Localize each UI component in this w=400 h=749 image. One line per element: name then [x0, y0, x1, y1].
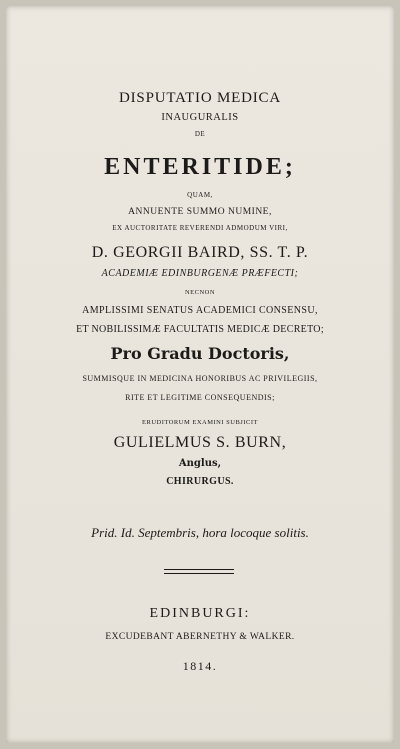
title-page: [6, 6, 394, 743]
line-chirurgus: CHIRURGUS.: [166, 476, 234, 487]
date-line: Prid. Id. Septembris, hora locoque solitis.: [91, 525, 309, 540]
line-pro-gradu: Pro Gradu Doctoris,: [110, 344, 290, 363]
divider-rule-top: [164, 569, 234, 570]
imprint-printer: EXCUDEBANT ABERNETHY & WALKER.: [105, 632, 295, 642]
imprint-year: 1814.: [182, 659, 218, 673]
main-title: ENTERITIDE;: [104, 154, 296, 180]
line-necnon: NECNON: [184, 289, 216, 296]
divider-rule-bottom: [164, 573, 234, 574]
line-anglus: Anglus,: [178, 458, 222, 469]
author-name: GULIELMUS S. BURN,: [113, 434, 287, 451]
imprint-city: EDINBURGI:: [149, 606, 251, 621]
title-line-inauguralis: INAUGURALIS: [161, 112, 239, 123]
title-line-de: DE: [194, 130, 206, 138]
line-rite: RITE ET LEGITIME CONSEQUENDIS;: [125, 393, 275, 402]
line-ex-auctoritate: EX AUCTORITATE REVERENDI ADMODUM VIRI,: [112, 224, 288, 232]
line-eruditorum: ERUDITORUM EXAMINI SUBJICIT: [142, 419, 258, 426]
line-academiae: ACADEMIÆ EDINBURGENÆ PRÆFECTI;: [101, 268, 299, 279]
line-annuente: ANNUENTE SUMMO NUMINE,: [128, 207, 272, 217]
title-line-disputatio: DISPUTATIO MEDICA: [119, 90, 281, 106]
line-quam: QUAM,: [187, 191, 213, 199]
line-amplissimi: AMPLISSIMI SENATUS ACADEMICI CONSENSU,: [82, 305, 318, 316]
line-summisque: SUMMISQUE IN MEDICINA HONORIBUS AC PRIVILEGIIS,: [82, 374, 318, 383]
line-nobilissimae: ET NOBILISSIMÆ FACULTATIS MEDICÆ DECRETO;: [76, 324, 324, 335]
line-georgii-baird: D. GEORGII BAIRD, SS. T. P.: [91, 244, 309, 261]
